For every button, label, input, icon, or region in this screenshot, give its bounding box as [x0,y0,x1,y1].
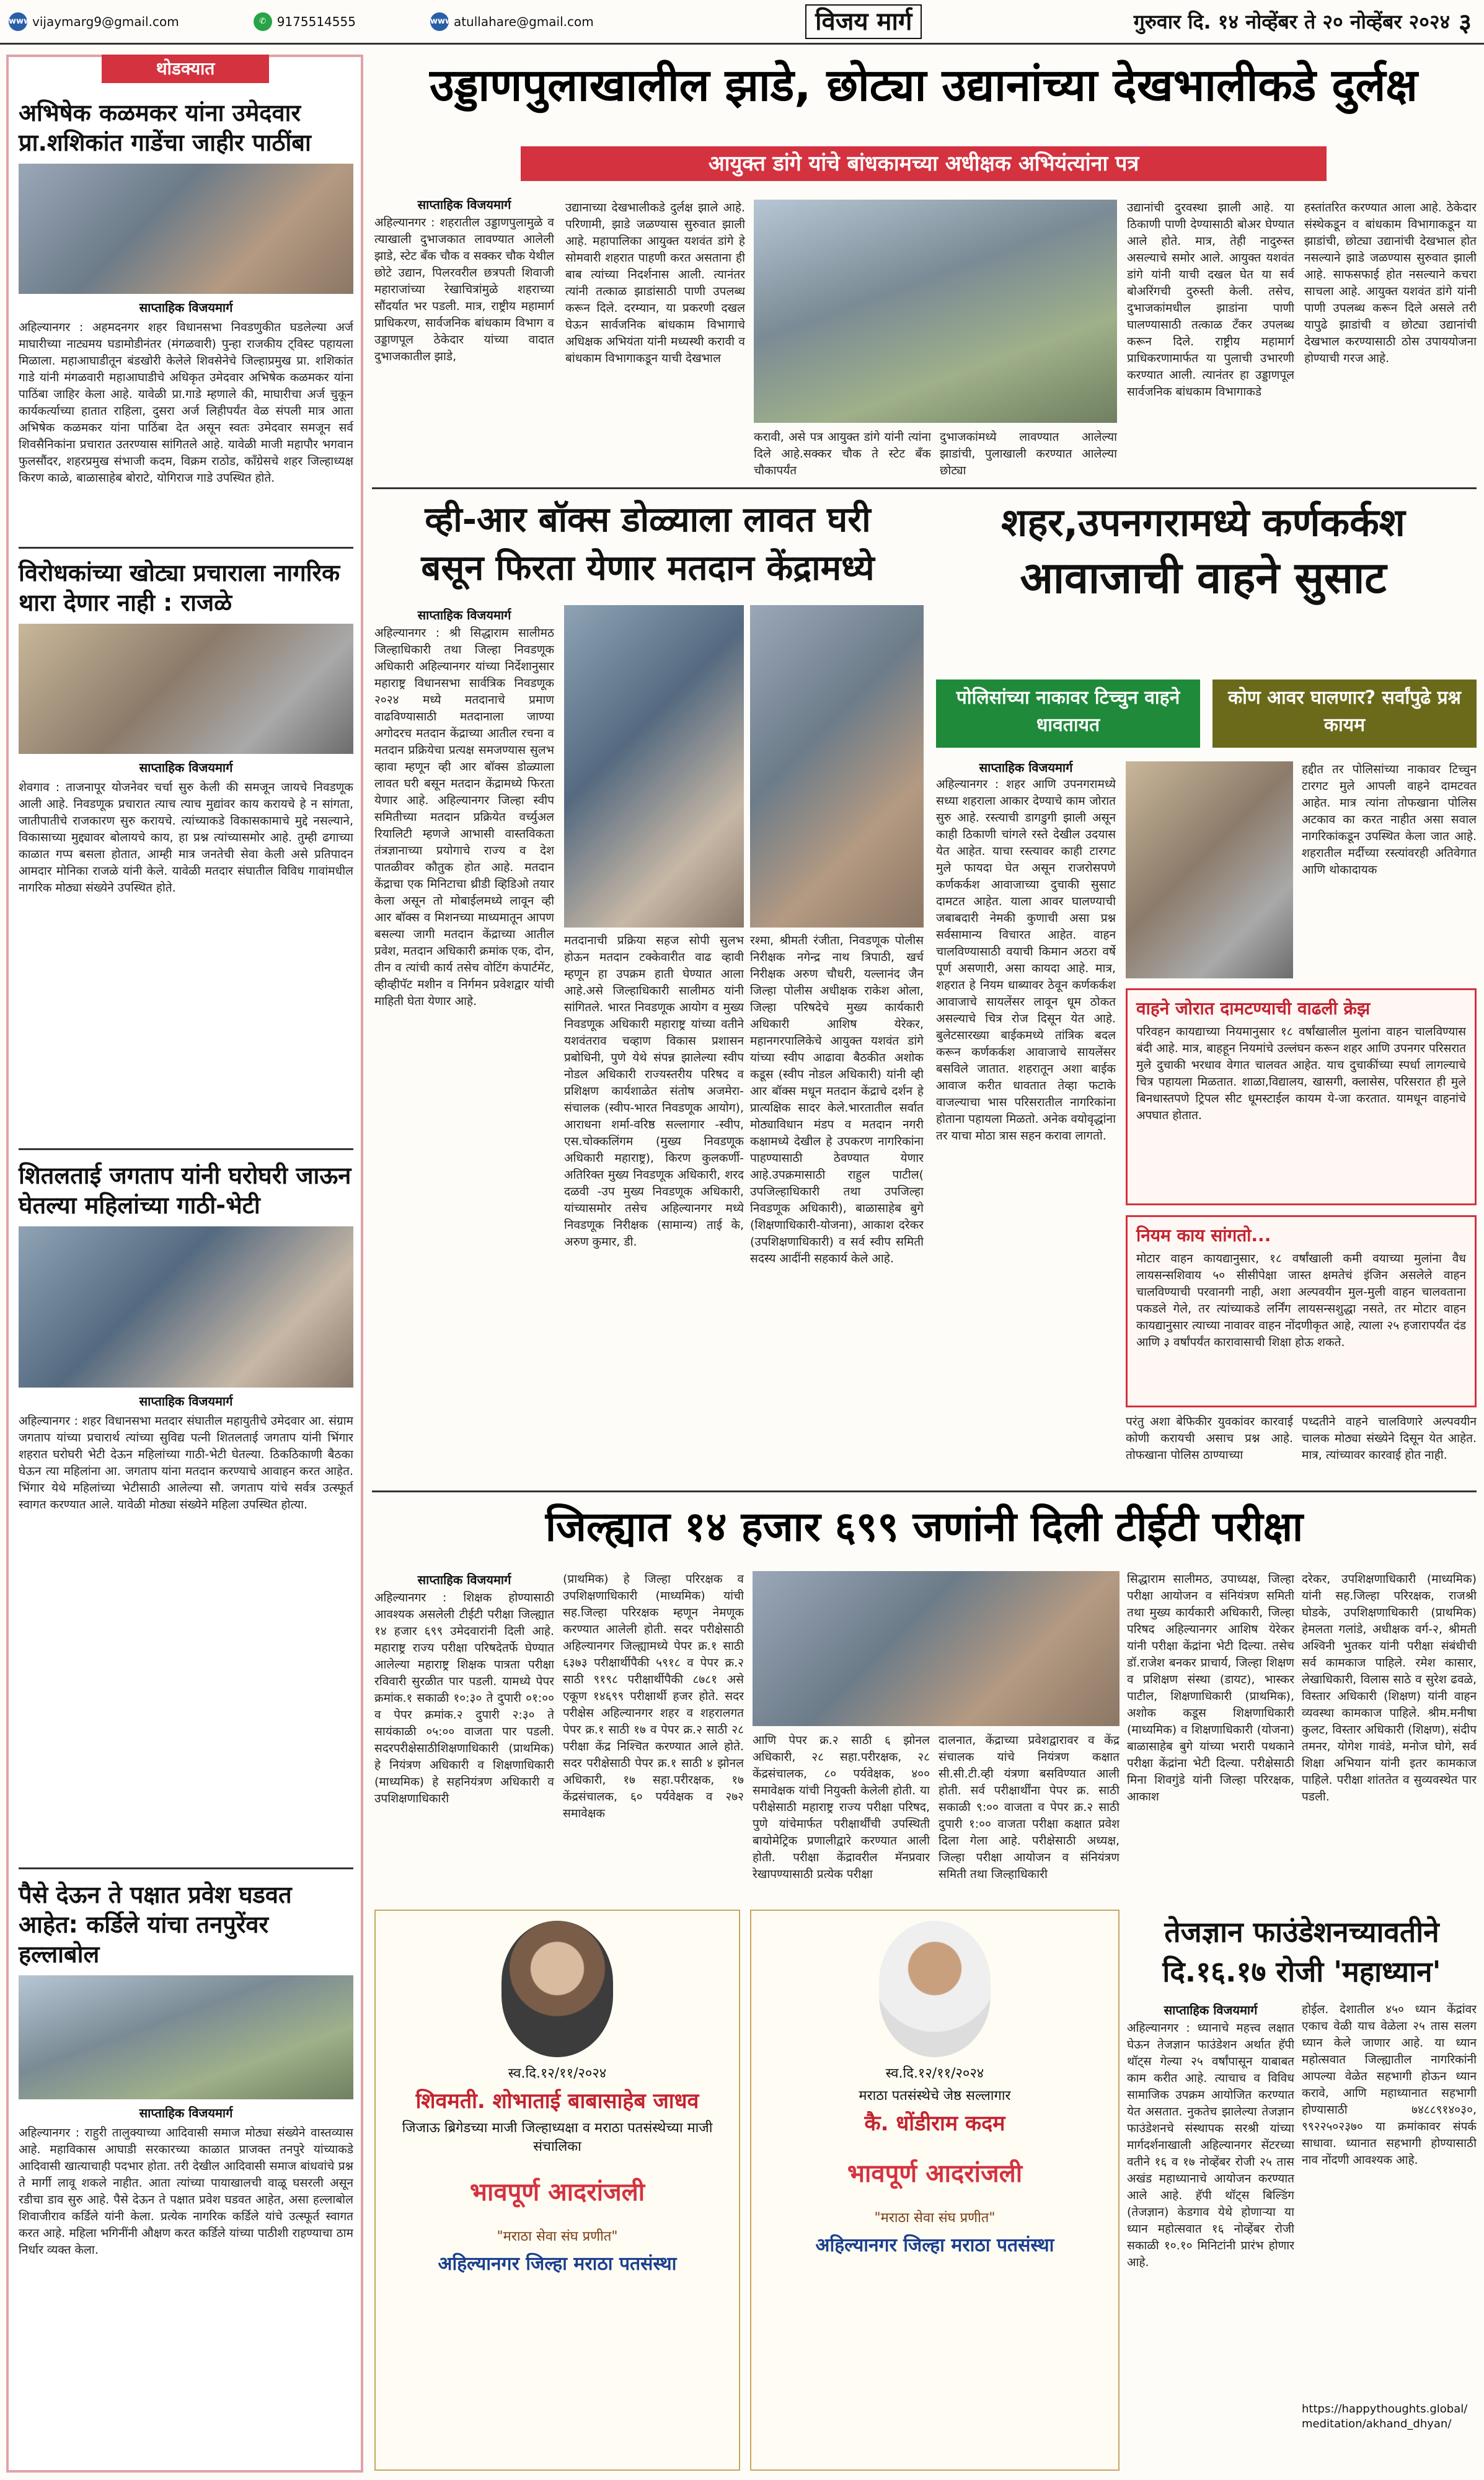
story-photo [19,164,353,294]
portrait [879,1921,991,2057]
vr-col-2: मतदानाची प्रक्रिया सहज सोपी सुलभ होऊन मतदान टक्केवारीत वाढ व्हावी म्हणून हा उपक्रम हाती घेण्यात आला आहे.असे जिल्हाधिकारी सालीमठ यांनी सांगितले. भारत निवडणूक आयोग व मुख्य निवडणूक अधिकारी महाराष्ट्र यांच्या वतीने यशवंतराव चव्हाण विकास प्रशासन प्रबोधिनी, पुणे येथे संपन्न झालेल्या स्वीप नोडल अधिकारी राज्यस्तरीय परिषद व प्रशिक्षण कार्यशाळेत संतोष अजमेरा-संचालक (स्वीप-भारत निवडणूक आयोग), आराधना शर्मा-वरिष्ठ सल्लागार -स्वीप, एस.चोक्कलिंगम (मुख्य निवडणूक अधिकारी महाराष्ट्र), किरण कुलकर्णी- अतिरिक्त मुख्य निवडणूक अधिकारी, शरद दळवी -उप मुख्य निवडणूक अधिकारी, यांच्यासमोर तसेच अहिल्यानगर मध्ये निवडणूक निरीक्षक (सामान्य) ताई के, अरुण कुमार, डी. [564,934,744,1249]
page-header [0,0,1484,45]
obituary-ad-1 [374,1910,740,2471]
tet-headline: जिल्ह्यात १४ हजार ६९९ जणांनी दिली टीईटी परीक्षा [545,1503,1304,1551]
noise-col-4: पध्दतीने वाहने चालविणारे अल्पवयीन चालक मोठ्या संख्येने दिसून येत आहेत. मात्र, त्यांच्यावर कारवाई होत नाही. [1302,1415,1477,1462]
foundation-headline [1127,1912,1477,1991]
contact-phone[interactable]: ✆ 9175514555 [254,12,356,31]
contact-email-2[interactable]: www atullahare@gmail.com [430,12,594,31]
page-number: ३ [1459,9,1472,37]
vr-headline [372,496,924,593]
story-photo [19,624,353,754]
noise-box-craze [1126,988,1477,1205]
noise-byline: साप्ताहिक विजयमार्ग [979,760,1073,775]
obit-tagline: "मराठा सेवा संघ प्रणीत" [497,2229,618,2244]
noise-callout-2: कोण आवर घालणार? सर्वांपुढे प्रश्न कायम [1212,680,1477,748]
obituary-ad-2 [750,1910,1120,2471]
story-body: अहिल्यानगर : अहमदनगर शहर विधानसभा निवडणुकीत घडलेल्या अर्ज माघारीच्या नाट्यमय घडामोडीनंतर (मंगळवारी) पुन्हा राजकीय ट्विस्ट पहायला मिळाला. महाआघाडीतून बंडखोरी केलेले शिवसेनेचे जिल्हाप्रमुख प्रा. शशिकांत गाडे यांनी मंगळवारी महाआघाडीचे अधिकृत उमेदवार अभिषेक कळमकर यांना पाठिंबा जाहिर केला आहे. यावेळी प्रा.गाडे म्हणाले की, माघारीचा अर्ज चुकून कार्यकर्त्याच्या हातात राहिला, दुसरा अर्ज लिहीपर्यंत वेळ संपली मात्र आता अभिषेक कळमकर यांना पाठिंबा देत असून स्वतः उमेदवार समजून सर्व शिवसैनिकांना प्रचारात उतरण्यास सांगितले आहे. यावेळी माजी महापौर भगवान फुलसौंदर, शहरप्रमुख संभाजी कदम, विक्रम राठोड, काँग्रेसचे शहर जिल्हाध्यक्ष किरण काळे, बाळासाहेब बोराटे, योगिराज गाडे उपस्थित होते. [19,321,353,485]
contact-email-1[interactable]: www vijaymarg9@gmail.com [9,12,179,31]
lead-col-2: उद्यानाच्या देखभालीकडे दुर्लक्ष झाले आहे. परिणामी, झाडे जळण्यास सुरुवात झाली आहे. महापालिका आयुक्त यशवंत डांगे हे सोमवारी शहरात पाहणी करत असताना ही बाब त्यांच्या निदर्शनास आली. त्यानंतर त्यांनी तत्काळ झाडांसाठी पाणी उपलब्ध करून दिले. दरम्यान, या प्रकरणी दखल घेऊन सार्वजनिक बांधकाम विभागाचे अधिक्षक अभियंता यांनी मध्यस्थी करावी व बांधकाम विभागाकडून याची देखभाल [565,201,745,365]
tet-col-4: दालनात, केंद्राच्या प्रवेशद्वारावर व केंद्र संचालक यांचे नियंत्रण कक्षात सी.सी.टी.व्ही यंत्रणा बसविण्यात आली होती. सर्व परीक्षार्थींना पेपर क्र. साठी सकाळी ९:०० वाजता व पेपर क्र.२ साठी दुपारी १:०० वाजता परीक्षा कक्षात प्रवेश दिला गेला आहे. परीक्षेसाठी अध्यक्ष, जिल्हा परीक्षा आयोजन व संनियंत्रण समिती तथा जिल्हाधिकारी [939,1734,1120,1881]
brief-story-3 [19,1161,353,1847]
divider [19,1867,353,1869]
vr-headline-line-2: बसून फिरता येणार मतदान केंद्रामध्ये [421,548,875,588]
story-byline: साप्ताहिक विजयमार्ग [139,2106,233,2120]
noise-headline-line-2: आवाजाची वाहने सुसाट [1020,552,1387,603]
box-title: वाहने जोरात दामटण्याची वाढली क्रेझ [1136,998,1371,1019]
brief-story-2 [19,558,353,1182]
tet-col-2: (प्राथमिक) हे जिल्हा परिरक्षक व उपशिक्षणाधिकारी (माध्यमिक) यांची सह.जिल्हा परिरक्षक म्हणून नेमणूक करण्यात आलेली होती. सदर परीक्षेसाठी अहिल्यानगर जिल्ह्यामध्ये पेपर क्र.१ साठी ६३७३ परीक्षार्थीपैकी ५९१८ व पेपर क्र.२ साठी ९१९८ परीक्षार्थीपैकी ८७८१ असे एकूण १४६९९ परीक्षार्थी हजर होते. सदर परीक्षेस अहिल्यानगर शहर व शहरालगत पेपर क्र.१ साठी १७ व पेपर क्र.२ साठी २८ परीक्षा केंद्र निश्चित करण्यात आले होते. सदर परीक्षेसाठी पेपर क्र.१ साठी ४ झोनल अधिकारी, १७ सहा.परीरक्षक, १७ केंद्रसंचालक, ६० पर्यवेक्षक व २७२ समावेक्षक [563,1572,744,1820]
lead-byline: साप्ताहिक विजयमार्ग [417,197,511,212]
noise-box-rules [1126,1215,1477,1407]
obit-org: अहिल्यानगर जिल्हा मराठा पतसंस्था [815,2234,1054,2256]
story-headline: विरोधकांच्या खोट्या प्रचाराला नागरिक थारा देणार नाही : राजळे [19,559,340,616]
globe-icon: www [430,12,449,31]
vr-headline-line-1: व्ही-आर बॉक्स डोळ्याला लावत घरी [425,500,871,540]
tet-col-6: दरेकर, उपशिक्षणाधिकारी (माध्यमिक) यांनी सह.जिल्हा परिरक्षक, राजश्री घोडके, उपशिक्षणाधिकारी (प्राथमिक) हेमलता गलांडे, अधीक्षक वर्ग-२, श्रीमती अश्विनी भुतकर यांनी परीक्षा संबंधीची सर्व कामकाज पाहिले. रमेश कासार, लेखाधिकारी, विलास साठे व सुरेश ढवळे, विस्तार अधिकारी (शिक्षण) यांनी वाहन व्यवस्था कामकाज पाहिले. श्रीम.मनीषा कुलट, विस्तार अधिकारी (शिक्षण), संदीप तमनर, योगेश गावंडे, मनोज घोगे, सर्व शिक्षा अभियान यांनी इतर कामकाज पाहिले. परीक्षा शांततेत व सुव्यवस्थेत पार पडली. [1302,1572,1477,1804]
obit-role: जिजाऊ ब्रिगेडच्या माजी जिल्हाध्यक्षा व मराठा पतसंस्थेच्या माजी संचालिका [402,2120,713,2154]
vr-byline: साप्ताहिक विजयमार्ग [417,608,511,622]
masthead: विजय मार्ग [805,4,922,39]
story-headline: शितलताई जगताप यांनी घरोघरी जाऊन घेतल्या महिलांच्या गाठी-भेटी [19,1162,351,1219]
obit-date: स्व.दि.१२/११/२०२४ [885,2066,984,2081]
obit-name: कै. धोंडीराम कदम [864,2111,1005,2136]
story-byline: साप्ताहिक विजयमार्ग [139,760,233,775]
story-byline: साप्ताहिक विजयमार्ग [139,1394,233,1409]
lead-photo [754,200,1117,423]
briefs-tag: थोडक्यात [102,55,269,83]
obit-tribute: भावपूर्ण आदरांजली [847,2159,1023,2188]
vr-col-3: रश्मा, श्रीमती रंजीता, निवडणूक पोलीस निरीक्षक नगेन्द्र नाथ त्रिपाठी, खर्च निरीक्षक अरुण चौधरी, यल्लानंद जैन जिल्हा पोलीस अधीक्षक राकेश ओला, जिल्हा परिषदेचे मुख्य कार्यकारी अधिकारी आशिष येरेकर, महानगरपालिकेचे आयुक्त यशवंत डांगे यांच्या स्वीप आढावा बैठकीत अशोक कडूस (स्वीप नोडल अधिकारी) यांनी व्ही आर बॉक्स मधून मतदान केंद्राचे दर्शन हे प्रात्यक्षिक सादर केले.भारतातील सर्वात मोठ्याविधान मंडप व मतदान नगरी कक्षामध्ये देखील हे उपकरण नागरिकांना पाहण्यासाठी ठेवण्यात येणार आहे.उपक्रमासाठी राहुल पाटील( उपजिल्हाधिकारी तथा उपजिल्हा निवडणूक अधिकारी), बाळासाहेब बुगे (शिक्षणाधिकारी-योजना), आकाश दरेकर (उपशिक्षणाधिकारी) व सर्व स्वीप समिती सदस्य आदींनी सहकार्य केले आहे. [750,934,924,1265]
tet-col-3: आणि पेपर क्र.२ साठी ६ झोनल अधिकारी, २८ सहा.परीरक्षक, २८ केंद्रसंचालक, ८० पर्यवेक्षक, ४०० समावेक्षक यांची नियुक्ती केलेली होती. या परीक्षेसाठी महाराष्ट्र राज्य परीक्षा परिषद, पुणे यांचेमार्फत परीक्षार्थींची उपस्थिती बायोमेट्रिक प्रणालीद्वारे करण्यात आली होती. परीक्षा केंद्रावरील मॅनप्रवार रेखापण्यासाठी प्रत्येक परीक्षा [753,1734,930,1881]
foundation-headline-line-2: दि.१६.१७ रोजी 'महाध्यान' [1162,1955,1441,1988]
box-title: नियम काय सांगतो... [1136,1225,1271,1246]
obit-name: शिवमती. शोभाताई बाबासाहेब जाधव [415,2089,699,2114]
tet-col-5: सिद्धाराम सालीमठ, उपाध्यक्ष, जिल्हा परीक्षा आयोजन व संनियंत्रण समिती तथा मुख्य कार्यकारी अधिकारी, जिल्हा परिषद अहिल्यानगर आशिष येरेकर यांनी परीक्षा केंद्रांना भेटी दिल्या. तसेच डॉ.राजेश बनकर प्राचार्य, जिल्हा शिक्षण व प्रशिक्षण संस्था (डायट), भास्कर पाटील, शिक्षणाधिकारी (प्राथमिक), अशोक कडूस शिक्षणाधिकारी (माध्यमिक) व शिक्षणाधिकारी (योजना) बाळासाहेब बुगे यांच्या भरारी पथकाने परीक्षा केंद्रांना भेटी दिल्या. परीक्षेसाठी मिना शिवगुंडे यांनी जिल्हा परिरक्षक, आकाश [1127,1572,1294,1804]
lead-headline: उड्डाणपुलाखालील झाडे, छोट्या उद्यानांच्या देखभालीकडे दुर्लक्ष [430,59,1418,111]
globe-icon: www [9,12,27,31]
noise-col-2: हद्दीत तर पोलिसांच्या नाकावर टिच्चुन टारगट मुले आपली वाहने दामटवत आहेत. मात्र त्यांना तोफखाना पोलिस अटकाव का करत नाहीत असा सवाल नागरिकांकडून उपस्थित केला जात आहे. शहरातील मर्दीच्या रस्त्यांवरही अतिवेगात आणि थोकादायक [1302,763,1477,877]
box-body: मोटार वाहन कायद्यानुसार, १८ वर्षांखाली कमी वयाच्या मुलांना वैध लायसन्सशिवाय ५० सीसीपेक्षा जास्त क्षमतेचं इंजिन असलेले वाहन चालविण्याची परवानगी नाही, अशा अल्पवयीन मुल-मुली वाहन चालवताना पकडले गेले, तर त्यांच्याकडे लर्निंग लायसन्सशुद्धा नसते, तर मोटार वाहन कायद्यानुसार त्याच्या नावावर वाहन नोंदणीकृत आहे, त्याला २५ हजारापर्यंत दंड आणि ३ वर्षांपर्यंत कारावासाची शिक्षा होऊ शकते. [1136,1252,1466,1349]
divider [372,487,1477,489]
noise-col-1: अहिल्यानगर : शहर आणि उपनगरामध्ये सध्या शहराला आकार देण्याचे काम जोरात सुरु आहे. रस्त्याची डागडुगी झाली असून काही ठिकाणी चांगले रस्ते देखील उदयास येत आहेत. याचा रस्त्यावर काही टारगट मुले फायदा घेत असून राजरोसपणे कर्णकर्कश आवाजाच्या दुचाकी सुसाट दामटत आहेत. याला आवर घालण्याची जबाबदारी नेमकी कुणाची असा प्रश्न सर्वसामान्य विचारत आहेत. वाहन चालविण्यासाठी वयाची किमान अठरा वर्षे पूर्ण असणारी, असा कायदा आहे. मात्र, शहरात हे नियम धाब्यावर ठेवून कर्णकर्कश आवाजाचे सायलेंसर लावून धूम ठोकत असल्याचे चित्र रोज दिसून येत आहे. बुलेटसारख्या बाईकमध्ये तांत्रिक बदल करून कर्णकर्कश आवाजाचे सायलेंसर बसविले जातात. शहरातून अशा बाईक आवाज करीत धावतात तेव्हा फटाके वाजल्याचा भास परिसरातील नागरिकांना होताना पहायला मिळतो. अनेक वयोवृद्धांना तर याचा मोठा त्रास सहन करावा लागतो. [936,777,1116,1143]
story-body: शेवगाव : ताजनापूर योजनेवर चर्चा सुरु केली की समजून जायचे निवडणूक आली आहे. निवडणूक प्रचारात त्याच त्याच मुद्यांवर काय करायचे हे न सांगता, जातीपातीचे राजकारण सुरु करायचे. त्यांच्याकडे विकासकामाचे मुद्दे नसल्याने, विकासाच्या मुद्द्यावर बोलायचे काय, हा प्रश्न त्यांच्यासमोर आहे. तुम्ही ढगाच्या काळात गप्प बसला होतात, आम्ही मात्र जनतेची सेवा केली असे प्रतिपादन आमदार मोनिका राजळे यांनी केले. यावेळी मतदार संघातील विविध गावांमधील नागरिक मोठ्या संख्येने उपस्थित होते. [19,781,353,895]
whatsapp-icon: ✆ [254,12,272,31]
story-photo [19,1226,353,1388]
tet-byline: साप्ताहिक विजयमार्ग [417,1572,511,1587]
noise-headline [930,496,1477,606]
story-photo [19,1975,353,2099]
brief-story-1 [19,98,353,567]
noise-photo [1126,761,1293,978]
story-body: अहिल्यानगर : शहर विधानसभा मतदार संघातील महायुतीचे उमेदवार आ. संग्राम जगताप यांच्या प्रचारार्थ त्यांच्या सुविद्य पत्नी शितलताई जगताप यांनी भिंगार शहरात घरोघरी भेटी देऊन महिलांच्या गाठी-भेटी घेतल्या. ठिकठिकाणी बैठका घेऊन त्या महिलांना आ. जगताप यांना मतदान करण्याचे आवाहन करत आहेत. भिंगार येथे महिलांच्या भेटीसाठी आलेल्या सौ. जगताप यांचे सर्वत्र उत्स्फूर्त स्वागत करण्यात आले. यावेळी मोठ्या संख्येने महिला उपस्थित होत्या. [19,1414,353,1512]
portrait [501,1921,613,2057]
issue-date: गुरुवार दि. १४ नोव्हेंबर ते २० नोव्हेंबर २०२४ [1133,10,1451,33]
foundation-link[interactable]: https://happythoughts.global/meditation/akhand_dhyan/ [1302,2402,1468,2430]
noise-headline-line-1: शहर,उपनगरामध्ये कर्णकर्कश [1001,500,1405,545]
foundation-col-1: अहिल्यानगर : ध्यानाचे महत्त्व लक्षात घेऊन तेजज्ञान फाउंडेशन अर्थात हॅपी थॉट्स गेल्या २५ वर्षांपासून याबाबत काम करीत आहे. त्याचाच व विविध सामाजिक उपक्रम आयोजित करण्यात येत असतात. नुकतेच झालेल्या तेजज्ञान फाउंडेशनचे संस्थापक सरश्री यांच्या मार्गदर्शनाखाली अहिल्यानगर सेंटरच्या वतीने १६ व १७ नोव्हेंबर रोजी २५ तास अखंड महाध्यानाचे आयोजन करण्यात आले आहे. हॅपी थॉट्स बिल्डिंग (तेजज्ञान) केडगाव येथे होणाऱ्या या ध्यान महोत्सवात १६ नोव्हेंबर रोजी सकाळी १०.१० मिनिटांनी प्रारंभ होणार आहे. [1127,2021,1294,2269]
obit-role: मराठा पतसंस्थेचे जेष्ठ सल्लागार [859,2088,1011,2104]
tet-col-1: अहिल्यानगर : शिक्षक होण्यासाठी आवश्यक असलेली टीईटी परीक्षा जिल्ह्यात १४ हजार ६९९ उमेदवारांनी दिली आहे. महाराष्ट्र राज्य परीक्षा परिषदेतर्फे घेण्यात आलेल्या महाराष्ट्र शिक्षक पात्रता परीक्षा रविवारी सुरळीत पार पडली. यामध्ये पेपर क्रमांक.१ सकाळी १०:३० ते दुपारी ०१:०० व पेपर क्रमांक.२ दुपारी २:३० ते सायंकाळी ०५:०० वाजता पार पडली. सदरपरीक्षेसाठीशिक्षणाधिकारी (प्राथमिक) हे नियंत्रण अधिकारी व शिक्षणाधिकारी (माध्यमिक) हे सहनियंत्रण अधिकारी व उपशिक्षणाधिकारी [374,1591,554,1805]
obit-tribute: भावपूर्ण आदरांजली [469,2178,645,2207]
lead-col-1: अहिल्यानगर : शहरातील उड्डाणपुलामुळे व त्याखाली दुभाजकात लावण्यात आलेली झाडे, स्टेट बँक चौक व सक्कर चौक येथील छोटे उद्यान, पिलरवरील छत्रपती शिवाजी महाराजांच्या रेखाचित्रांमुळे शहराच्या सौंदर्यात भर पडली. मात्र, राष्ट्रीय महामार्ग प्राधिकरण, सार्वजनिक बांधकाम विभाग व उड्डाणपूल ठेकेदार यांच्या वादात दुभाजकातील झाडे, [374,216,554,363]
noise-col-3: परंतु अशा बेफिकीर युवकांवर कारवाई कोणी करायची असाच प्रश्न आहे. तोफखाना पोलिस ठाण्याच्या [1126,1415,1293,1462]
box-body: परिवहन कायद्याच्या नियमानुसार १८ वर्षांखालील मुलांना वाहन चालविण्यास बंदी आहे. मात्र, बाहहून नियमांचे उल्लंघन करून शहर आणि उपनगर परिसरात मुले दुचाकी भरधाव वेगात चालवत आहेत. याच दुचाकींच्या स्पर्धा लागल्याचे चित्र पहायला मिळतात. शाळा,विद्यालय, खासगी, क्लासेस, परिसरात ही मुले बिनधास्तपणे ट्रिपल सीट धूमस्टाईल कायम ये-जा करतात. यामधून वाहनांचे अपघात होतात. [1136,1025,1466,1122]
divider [19,547,353,549]
lead-subheadline: आयुक्त डांगे यांचे बांधकामच्या अधीक्षक अभियंत्यांना पत्र [521,146,1327,181]
obit-org: अहिल्यानगर जिल्हा मराठा पतसंस्था [438,2253,677,2275]
vr-photo-1 [564,605,744,928]
foundation-col-2: होईल. देशातील ४५० ध्यान केंद्रांवर एकाच वेळी याच वेळेला २५ तास सलग ध्यान केले जाणार आहे. या ध्यान महोत्सवात जिल्ह्यातील नागरिकांनी आपल्या वेळेत सहभागी होऊन ध्यान करावे, आणि महाध्यानात सहभागी होण्यासाठी ७४८८९१४०३०, ९९२२५०२३७० या क्रमांकावर संपर्क साधावा. ध्यानात सहभागी होण्यासाठी नाव नोंदणी आवश्यक आहे. [1302,2003,1477,2167]
briefs-column [6,55,363,2473]
vr-col-1: अहिल्यानगर : श्री सिद्धाराम सालीमठ जिल्हाधिकारी तथा जिल्हा निवडणूक अधिकारी अहिल्यानगर यांच्या निर्देशानुसार महाराष्ट्र विधानसभा सार्वत्रिक निवडणूक २०२४ मध्ये मतदानाचे प्रमाण वाढविण्यासाठी मतदानाला जाण्या अगोदरच मतदान केंद्राच्या आतील रचना व मतदान प्रक्रियेचा प्रत्यक्ष समजण्यास सुलभ व्हावा म्हणून व्ही आर बॉक्स डोळ्याला लावत घरी बसून मतदान केंद्रामध्ये फिरता येणार आहे. अहिल्यानगर जिल्हा स्वीप समितीच्या मतदान प्रक्रियेत वर्च्युअल रियालिटी म्हणजे आभासी वास्तविकता तंत्रज्ञानाच्या प्रयोगाचे राज्य व देश पातळीवर कौतुक होत आहे. मतदान केंद्राचा एक मिनिटाचा थ्रीडी व्हिडिओ तयार केला असून तो मोबाईलमध्ये लावून व्ही आर बॉक्स व मिशनच्या माध्यमातून आपण बसल्या जागी मतदान केंद्राच्या आतील प्रवेश, मतदान अधिकारी क्रमांक एक, दोन, तीन व त्यांची कार्य तसेच वोटिंग कंपार्टमेंट, व्हीव्हीपॅट मशीन व निर्गमन प्रवेशद्वार यांची माहिती घेता येणार आहे. [374,626,554,1008]
foundation-headline-line-1: तेजज्ञान फाउंडेशनच्यावतीने [1164,1915,1439,1949]
lead-col-6: हस्तांतरित करण्यात आला आहे. ठेकेदार संस्थेकडून व बांधकाम विभागाकडून या झाडांची, छोट्या उद्यानांची देखभाल होत नसल्याने झाडे जळण्यास सुरुवात झाली आहे. साफसफाई होत नसल्याने कचरा साचला आहे. आयुक्त यशवंत डांगे यांनी पाणी उपलब्ध करून दिले असले तरी यापुढे झाडांची व छोट्या उद्यानांची देखभाल करण्यासाठी ठोस उपाययोजना होण्याची गरज आहे. [1304,201,1477,365]
story-byline: साप्ताहिक विजयमार्ग [139,300,233,315]
lead-col-5: उद्यानांची दुरवस्था झाली आहे. या ठिकाणी पाणी देण्यासाठी बोअर घेण्यात आले होते. मात्र, तेही नादुरुस्त असल्याचे समोर आले. आयुक्त यशवंत डांगे यांनी याची दखल घेत या सर्व बोअरिंगची दुरुस्ती केली. तसेच, दुभाजकांमधील झाडांना पाणी घालण्यासाठी तत्काळ टँकर उपलब्ध करून दिले. राष्ट्रीय महामार्ग प्राधिकरणामार्फत या पुलाची उभारणी करण्यात आली. त्यानंतर हा उड्डाणपूल सार्वजनिक बांधकाम विभागाकडे [1127,201,1294,399]
vr-photo-2 [750,605,924,928]
story-headline: अभिषेक कळमकर यांना उमेदवार प्रा.शशिकांत गाडेंचा जाहीर पाठींबा [19,99,311,156]
lead-col-4: दुभाजकांमध्ये लावण्यात आलेल्या झाडांची, पुलाखाली करण्यात आलेल्या छोट्या [940,430,1117,477]
noise-callout-1: पोलिसांच्या नाकावर टिच्चुन वाहने धावतायत [936,680,1200,748]
divider [372,1490,1477,1492]
brief-story-4 [19,1880,353,2472]
foundation-byline: साप्ताहिक विजयमार्ग [1164,2003,1258,2017]
lead-col-3: करावी, असे पत्र आयुक्त डांगे यांनी त्यांना दिले आहे.सक्कर चौक ते स्टेट बँक चौकापर्यंत [754,430,931,477]
divider [19,1148,353,1150]
story-headline: पैसे देऊन ते पक्षात प्रवेश घडवत आहेत: कर्डिले यांचा तनपुरेंवर हल्लाबोल [19,1881,292,1968]
obit-tagline: "मराठा सेवा संघ प्रणीत" [874,2210,996,2226]
story-body: अहिल्यानगर : राहुरी तालुक्याच्या आदिवासी समाज मोठ्या संख्येने वास्तव्यास आहे. महाविकास आघाडी सरकारच्या काळात प्राजक्त तनपुरे यांच्याकडे आदिवासी खात्याचाही पदभार होता. तरी देखील आदिवासी समाज बांधवांचे प्रश्न ते मार्गी लावू शकले नाहीत. आता त्यांच्या पायाखालची वाळू घसरली असून रडीचा डाव सुरु आहे. पैसे देऊन ते पक्षात प्रवेश घडवत आहेत, असा हल्लाबोल शिवाजीराव कर्डिले यांनी केला. प्रत्येक नागरिक कर्डिले यांचे उत्स्फूर्त स्वागत करत आहे. महिला भगिनींनी औक्षण करत कर्डिले यांच्या पाठीशी राहण्याचा ठाम निर्धार व्यक्त केला. [19,2126,353,2257]
obit-date: स्व.दि.१२/११/२०२४ [508,2066,607,2081]
tet-photo [753,1571,1120,1726]
